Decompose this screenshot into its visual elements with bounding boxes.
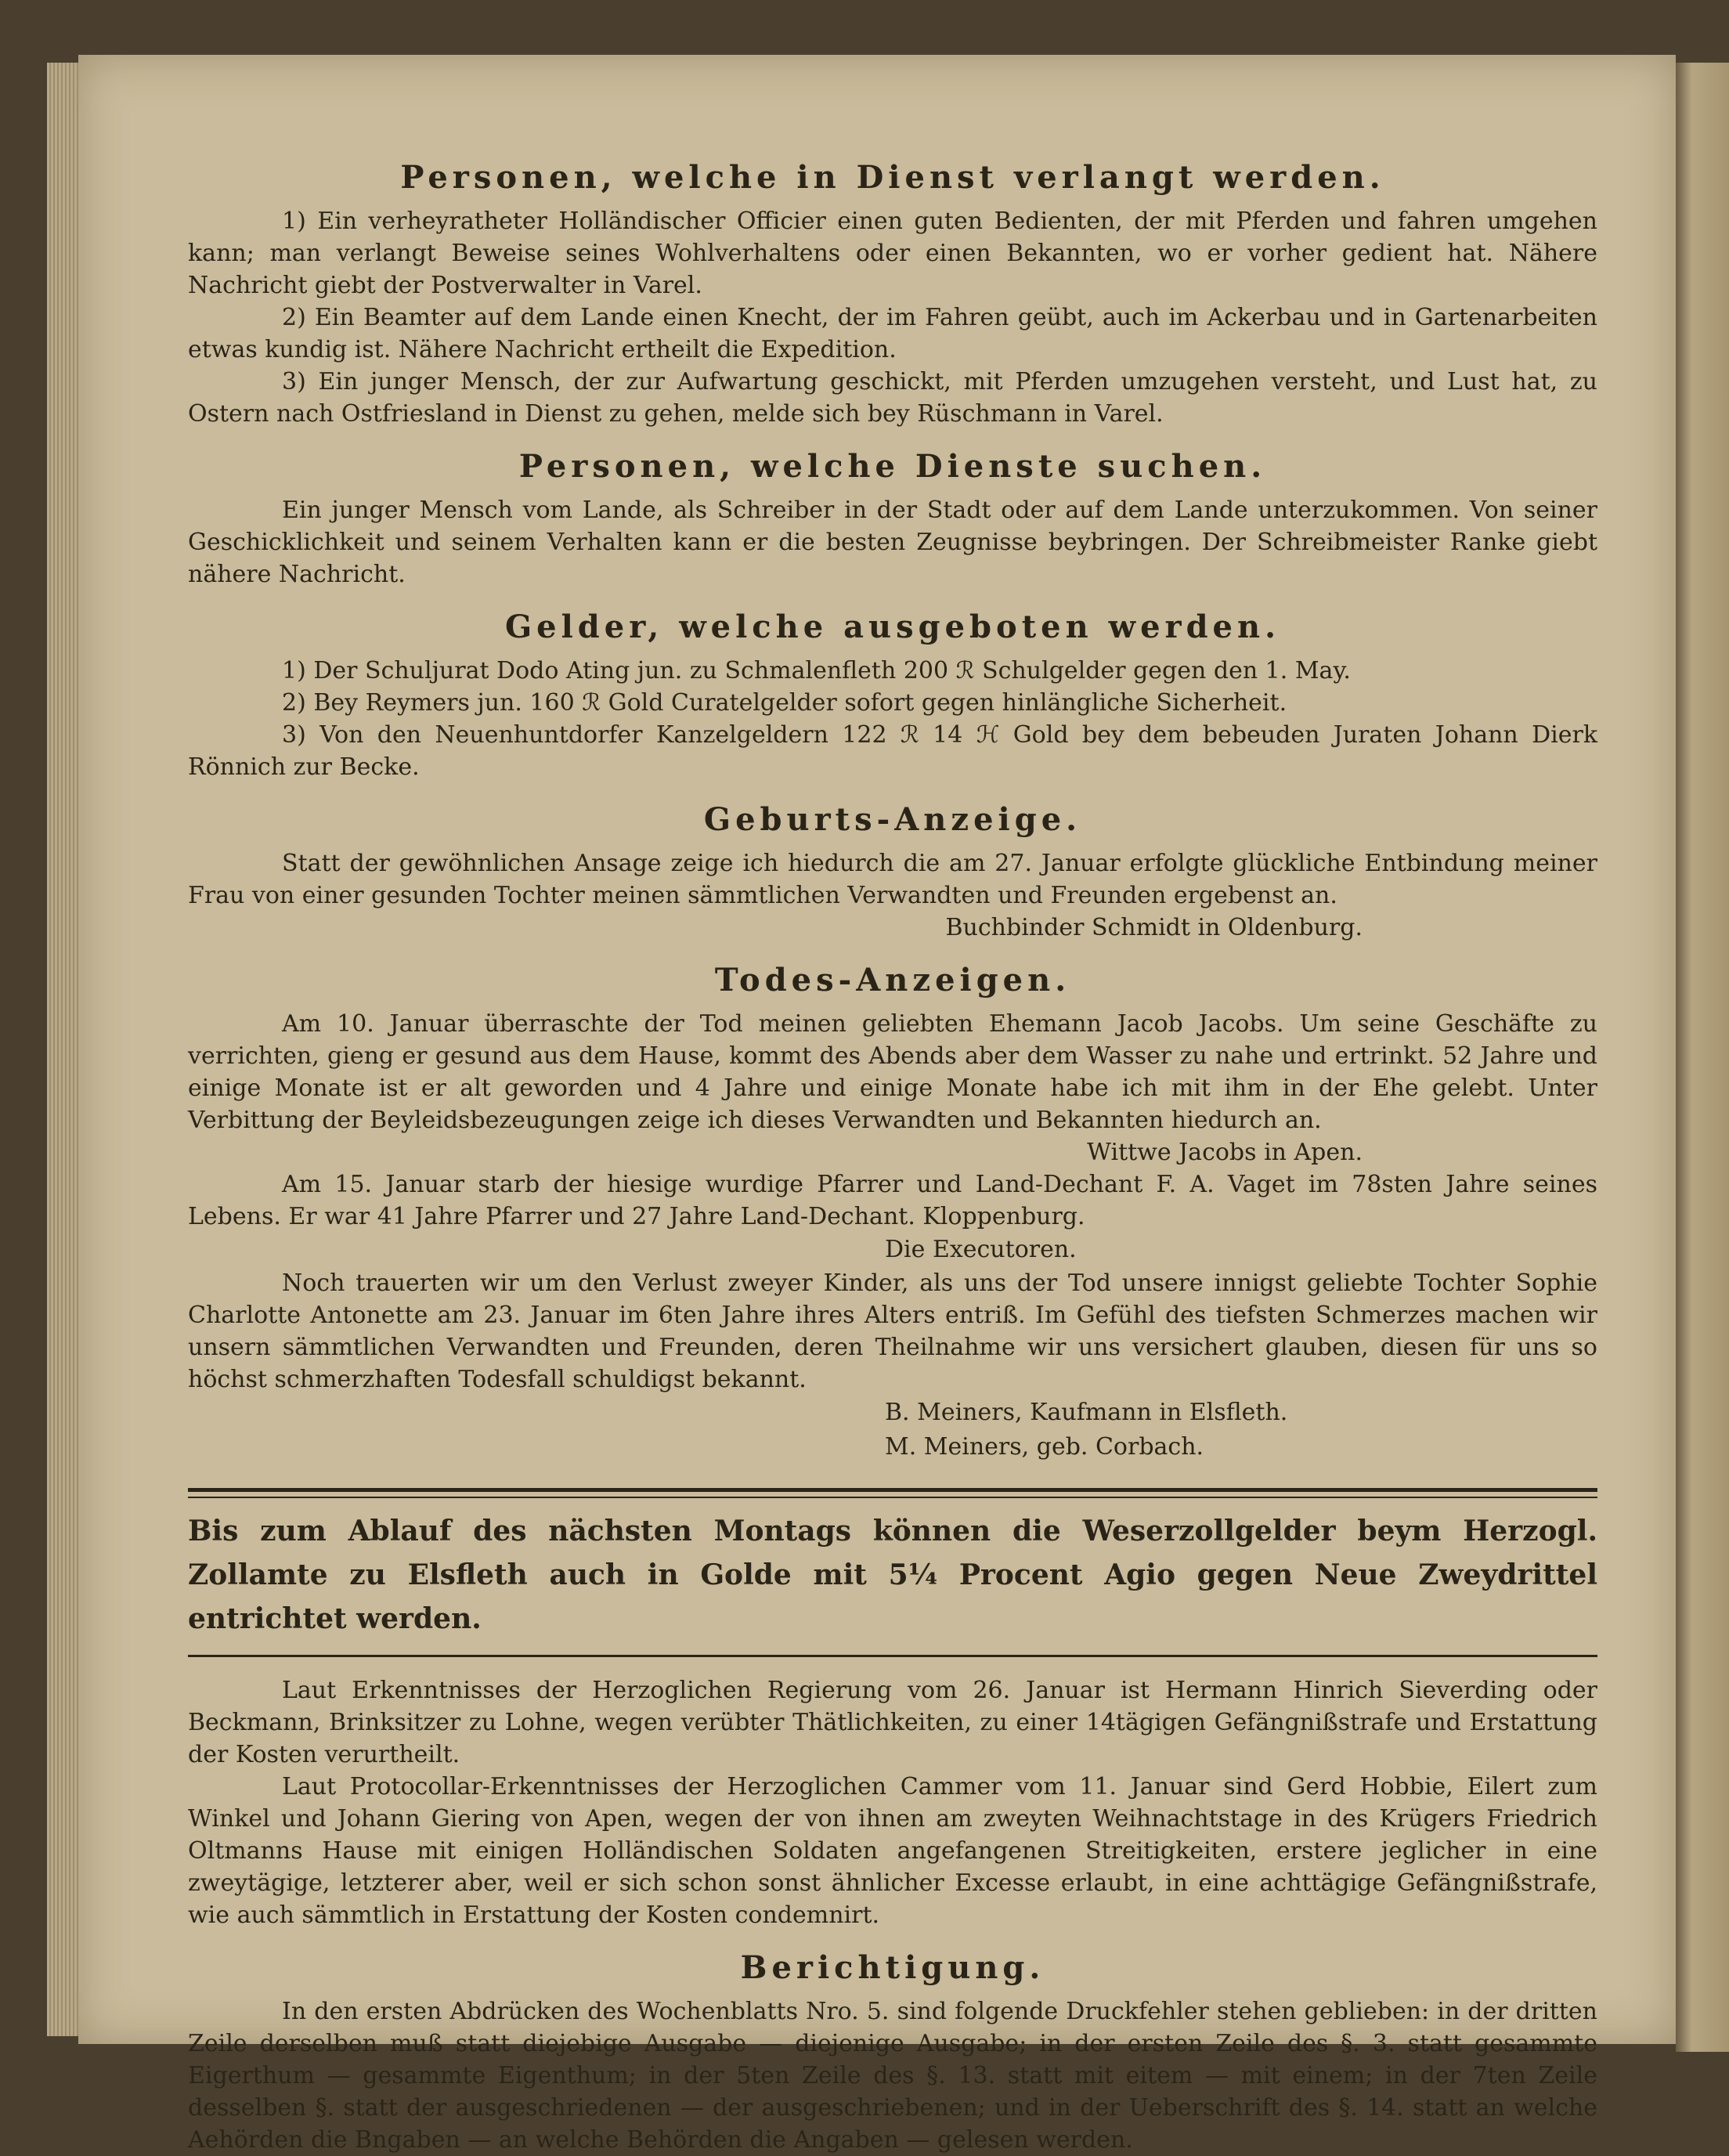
court-notice-2: Laut Protocollar-Erkenntnisses der Herzoglichen Cammer vom 11. Januar sind Gerd Hobbie, Eilert zum Winkel und Johann Giering von Apen, wegen der von ihnen am zweyten Weihnachtstage in des Krügers Friedrich Oltmanns Hause mit einigen Holländischen Soldaten angefangenen Streitigkeiten, erstere jeglicher in eine zweytägige, letzterer aber, weil er sich schon sonst ähnlicher Excesse erlaubt, in eine achttägige Gefängnißstrafe, wie auch sämmtlich in Erstattung der Kosten condemnirt.	[188, 1773, 1597, 1929]
heading-birth-notice: Geburts-Anzeige.	[703, 801, 1082, 838]
money-item-3: 3) Von den Neuenhuntdorfer Kanzelgeldern 122 ℛ 14 ℋ Gold bey dem bebeuden Juraten Johann Dierk Rönnich zur Becke.	[188, 721, 1597, 781]
death-notice-1-signature: Wittwe Jacobs in Apen.	[1087, 1139, 1363, 1166]
page-stack-left	[47, 63, 78, 2036]
death-notice-3-signature-a: B. Meiners, Kaufmann in Elsfleth.	[885, 1399, 1288, 1426]
seeking-item-1: Ein junger Mensch vom Lande, als Schreiber in der Stadt oder auf dem Lande unterzukommen. Von seiner Geschicklichkeit und seinem Verhalten kann er die besten Zeugnisse beybringen. Der Schreibmeister Ranke giebt nähere Nachricht.	[188, 497, 1597, 588]
divider-thick	[188, 1488, 1597, 1492]
money-item-2: 2) Bey Reymers jun. 160 ℛ Gold Curatelgelder sofort gegen hinlängliche Sicherheit.	[282, 689, 1287, 717]
divider-thin	[188, 1497, 1597, 1498]
heading-money-offered: Gelder, welche ausgeboten werden.	[504, 609, 1281, 645]
heading-death-notices: Todes-Anzeigen.	[714, 962, 1071, 999]
money-item-1: 1) Der Schuljurat Dodo Ating jun. zu Schmalenfleth 200 ℛ Schulgelder gegen den 1. May.	[282, 657, 1351, 684]
heading-persons-seeking: Personen, welche Dienste suchen.	[518, 448, 1267, 485]
heading-correction: Berichtigung.	[740, 1949, 1045, 1986]
wanted-item-2: 2) Ein Beamter auf dem Lande einen Knecht, der im Fahren geübt, auch im Ackerbau und in Gartenarbeiten etwas kundig ist. Nähere Nachricht ertheilt die Expedition.	[188, 304, 1597, 363]
death-notice-3: Noch trauerten wir um den Verlust zweyer Kinder, als uns der Tod unsere innigst geliebte Tochter Sophie Charlotte Antonette am 23. Januar im 6ten Jahre ihres Alters entriß. Im Gefühl des tiefsten Schmerzes machen wir unsern sämmtlichen Verwandten und Freunden, deren Theilnahme wir uns versichert glauben, diesen für uns so höchst schmerzhaften Todesfall schuldigst bekannt.	[188, 1269, 1597, 1393]
book-gutter-right	[1676, 63, 1729, 2052]
customs-notice: Bis zum Ablauf des nächsten Montags können die Weserzollgelder beym Herzogl. Zollamte zu Elsfleth auch in Golde mit 5¼ Procent Agio gegen Neue Zweydrittel entrichtet werden.	[188, 1515, 1597, 1635]
death-notice-2: Am 15. Januar starb der hiesige wurdige Pfarrer und Land-Dechant F. A. Vaget im 78sten Jahre seines Lebens. Er war 41 Jahre Pfarrer und 27 Jahre Land-Dechant. Kloppenburg.	[188, 1171, 1597, 1230]
wanted-item-1: 1) Ein verheyratheter Holländischer Officier einen guten Bedienten, der mit Pferden und fahren umgehen kann; man verlangt Beweise seines Wohlverhaltens oder einen Bekannten, wo er vorher gedient hat. Nähere Nachricht giebt der Postverwalter in Varel.	[188, 208, 1597, 299]
death-notice-1: Am 10. Januar überraschte der Tod meinen geliebten Ehemann Jacob Jacobs. Um seine Geschäfte zu verrichten, gieng er gesund aus dem Hause, kommt des Abends aber dem Wasser zu nahe und ertrinkt. 52 Jahre und einige Monate ist er alt geworden und 4 Jahre und einige Monate habe ich mit ihm in der Ehe gelebt. Unter Verbittung der Beyleidsbezeugungen zeige ich dieses Verwandten und Bekannten hiedurch an.	[188, 1010, 1597, 1134]
page-content	[188, 141, 1597, 2156]
heading-persons-wanted: Personen, welche in Dienst verlangt werden.	[400, 159, 1385, 196]
birth-notice-signature: Buchbinder Schmidt in Oldenburg.	[945, 914, 1363, 941]
court-notice-1: Laut Erkenntnisses der Herzoglichen Regierung vom 26. Januar ist Hermann Hinrich Sieverding oder Beckmann, Brinksitzer zu Lohne, wegen verübter Thätlichkeiten, zu einer 14tägigen Gefängnißstrafe und Erstattung der Kosten verurtheilt.	[188, 1677, 1597, 1768]
wanted-item-3: 3) Ein junger Mensch, der zur Aufwartung geschickt, mit Pferden umzugehen versteht, und Lust hat, zu Ostern nach Ostfriesland in Dienst zu gehen, melde sich bey Rüschmann in Varel.	[188, 368, 1597, 428]
death-notice-2-signature: Die Executoren.	[885, 1236, 1077, 1263]
divider-bottom	[188, 1655, 1597, 1657]
death-notice-3-signature-b: M. Meiners, geb. Corbach.	[885, 1433, 1204, 1461]
correction-text: In den ersten Abdrücken des Wochenblatts Nro. 5. sind folgende Druckfehler stehen geblieben: in der dritten Zeile derselben muß statt diejebige Ausgabe — diejenige Ausgabe; in der ersten Zeile des §. 3. statt gesammte Eigerthum — gesammte Eigenthum; in der 5ten Zeile des §. 13. statt mit eitem — mit einem; in der 7ten Zeile desselben §. statt der ausgeschriedenen — der ausgeschriebenen; und in der Ueberschrift des §. 14. statt an welche Aehörden die Bngaben — an welche Behörden die Angaben — gelesen werden.	[188, 1998, 1597, 2154]
birth-notice-text: Statt der gewöhnlichen Ansage zeige ich hiedurch die am 27. Januar erfolgte glückliche Entbindung meiner Frau von einer gesunden Tochter meinen sämmtlichen Verwandten und Freunden ergebenst an.	[188, 850, 1597, 909]
